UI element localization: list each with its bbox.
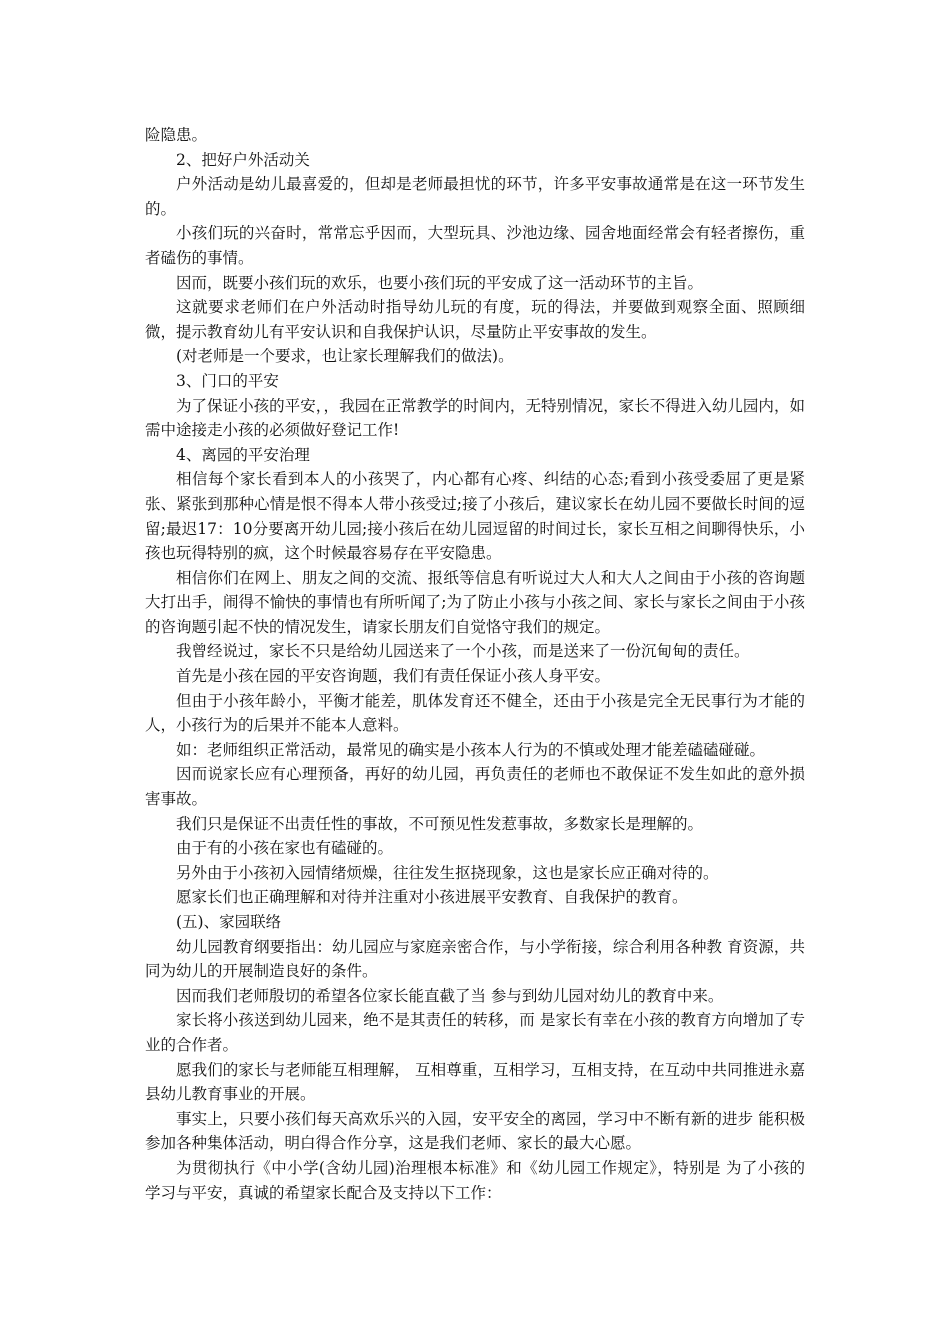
paragraph: 户外活动是幼儿最喜爱的，但却是老师最担忧的环节，许多平安事故通常是在这一环节发生的。 (145, 175, 805, 218)
paragraph: 事实上，只要小孩们每天高欢乐兴的入园，安平安全的离园，学习中不断有新的进步 能积极参加各种集体活动，明白得合作分享，这是我们老师、家长的最大心愿。 (145, 1109, 805, 1153)
paragraph: 愿我们的家长与老师能互相理解， 互相尊重，互相学习，互相支持，在互动中共同推进永嘉县幼儿教育事业的开展。 (145, 1060, 805, 1104)
paragraph: 但由于小孩年龄小，平衡才能差，肌体发育还不健全，还由于小孩是完全无民事行为才能的人，小孩行为的后果并不能本人意料。 (145, 691, 805, 735)
paragraph: 小孩们玩的兴奋时，常常忘乎因而，大型玩具、沙池边缘、园舍地面经常会有轻者擦伤，重者磕伤的事情。 (145, 224, 805, 267)
section-heading-outdoor: 2、把好户外活动关 (176, 150, 310, 169)
paragraph: 家长将小孩送到幼儿园来，绝不是其责任的转移，而 是家长有幸在小孩的教育方向增加了专业的合作者。 (145, 1011, 805, 1054)
paragraph: 相信你们在网上、朋友之间的交流、报纸等信息有听说过大人和大人之间由于小孩的咨询题大打出手，闹得不愉快的事情也有所听闻了;为了防止小孩与小孩之间、家长与家长之间由于小孩的咨询题引起不快的情况发生，请家长朋友们自觉恪守我们的规定。 (145, 568, 805, 636)
paragraph: 因而我们老师殷切的希望各位家长能直截了当 参与到幼儿园对幼儿的教育中来。 (176, 986, 724, 1005)
section-heading-gate: 3、门口的平安 (176, 371, 279, 390)
section-heading-home-school: (五)、家园联络 (176, 913, 282, 931)
paragraph: 另外由于小孩初入园情绪烦燥，往往发生抠挠现象，这也是家长应正确对待的。 (176, 863, 719, 882)
paragraph: 因而，既要小孩们玩的欢乐，也要小孩们玩的平安成了这一活动环节的主旨。 (176, 273, 704, 292)
paragraph: (对老师是一个要求，也让家长理解我们的做法)。 (176, 347, 514, 366)
paragraph: 幼儿园教育纲要指出：幼儿园应与家庭亲密合作，与小学衔接，综合利用各种教 育资源，共同为幼儿的开展制造良好的条件。 (145, 937, 805, 981)
paragraph: 我们只是保证不出责任性的事故，不可预见性发惹事故，多数家长是理解的。 (176, 814, 704, 833)
paragraph-continuation: 险隐患。 (145, 126, 208, 144)
paragraph: 由于有的小孩在家也有磕碰的。 (176, 839, 394, 858)
paragraph: 愿家长们也正确理解和对待并注重对小孩进展平安教育、自我保护的教育。 (176, 888, 688, 907)
paragraph: 为了保证小孩的平安，，我园在正常教学的时间内，无特别情况，家长不得进入幼儿园内，如需中途接走小孩的必须做好登记工作! (145, 396, 805, 440)
paragraph: 相信每个家长看到本人的小孩哭了，内心都有心疼、纠结的心态;看到小孩受委屈了更是紧张、紧张到那种心情是恨不得本人带小孩受过;接了小孩后，建议家长在幼儿园不要做长时间的逗留;最迟17：10分要离开幼儿园;接小孩后在幼儿园逗留的时间过长，家长互相之间聊得快乐，小孩也玩得特别的疯，这个时候最容易存在平安隐患。 (145, 470, 805, 563)
paragraph: 这就要求老师们在户外活动时指导幼儿玩的有度，玩的得法，并要做到观察全面、照顾细微，提示教育幼儿有平安认识和自我保护认识，尽量防止平安事故的发生。 (145, 298, 805, 341)
paragraph: 因而说家长应有心理预备，再好的幼儿园，再负责任的老师也不敢保证不发生如此的意外损害事故。 (145, 765, 805, 809)
section-heading-departure: 4、离园的平安治理 (176, 445, 310, 464)
paragraph: 首先是小孩在园的平安咨询题，我们有责任保证小孩人身平安。 (176, 667, 611, 686)
paragraph: 如：老师组织正常活动，最常见的确实是小孩本人行为的不慎或处理才能差磕磕碰碰。 (176, 740, 766, 759)
paragraph: 我曾经说过，家长不只是给幼儿园送来了一个小孩，而是送来了一份沉甸甸的责任。 (176, 642, 750, 661)
paragraph: 为贯彻执行《中小学(含幼儿园)治理根本标准》和《幼儿园工作规定》，特别是 为了小孩的学习与平安，真诚的希望家长配合及支持以下工作： (145, 1158, 805, 1202)
